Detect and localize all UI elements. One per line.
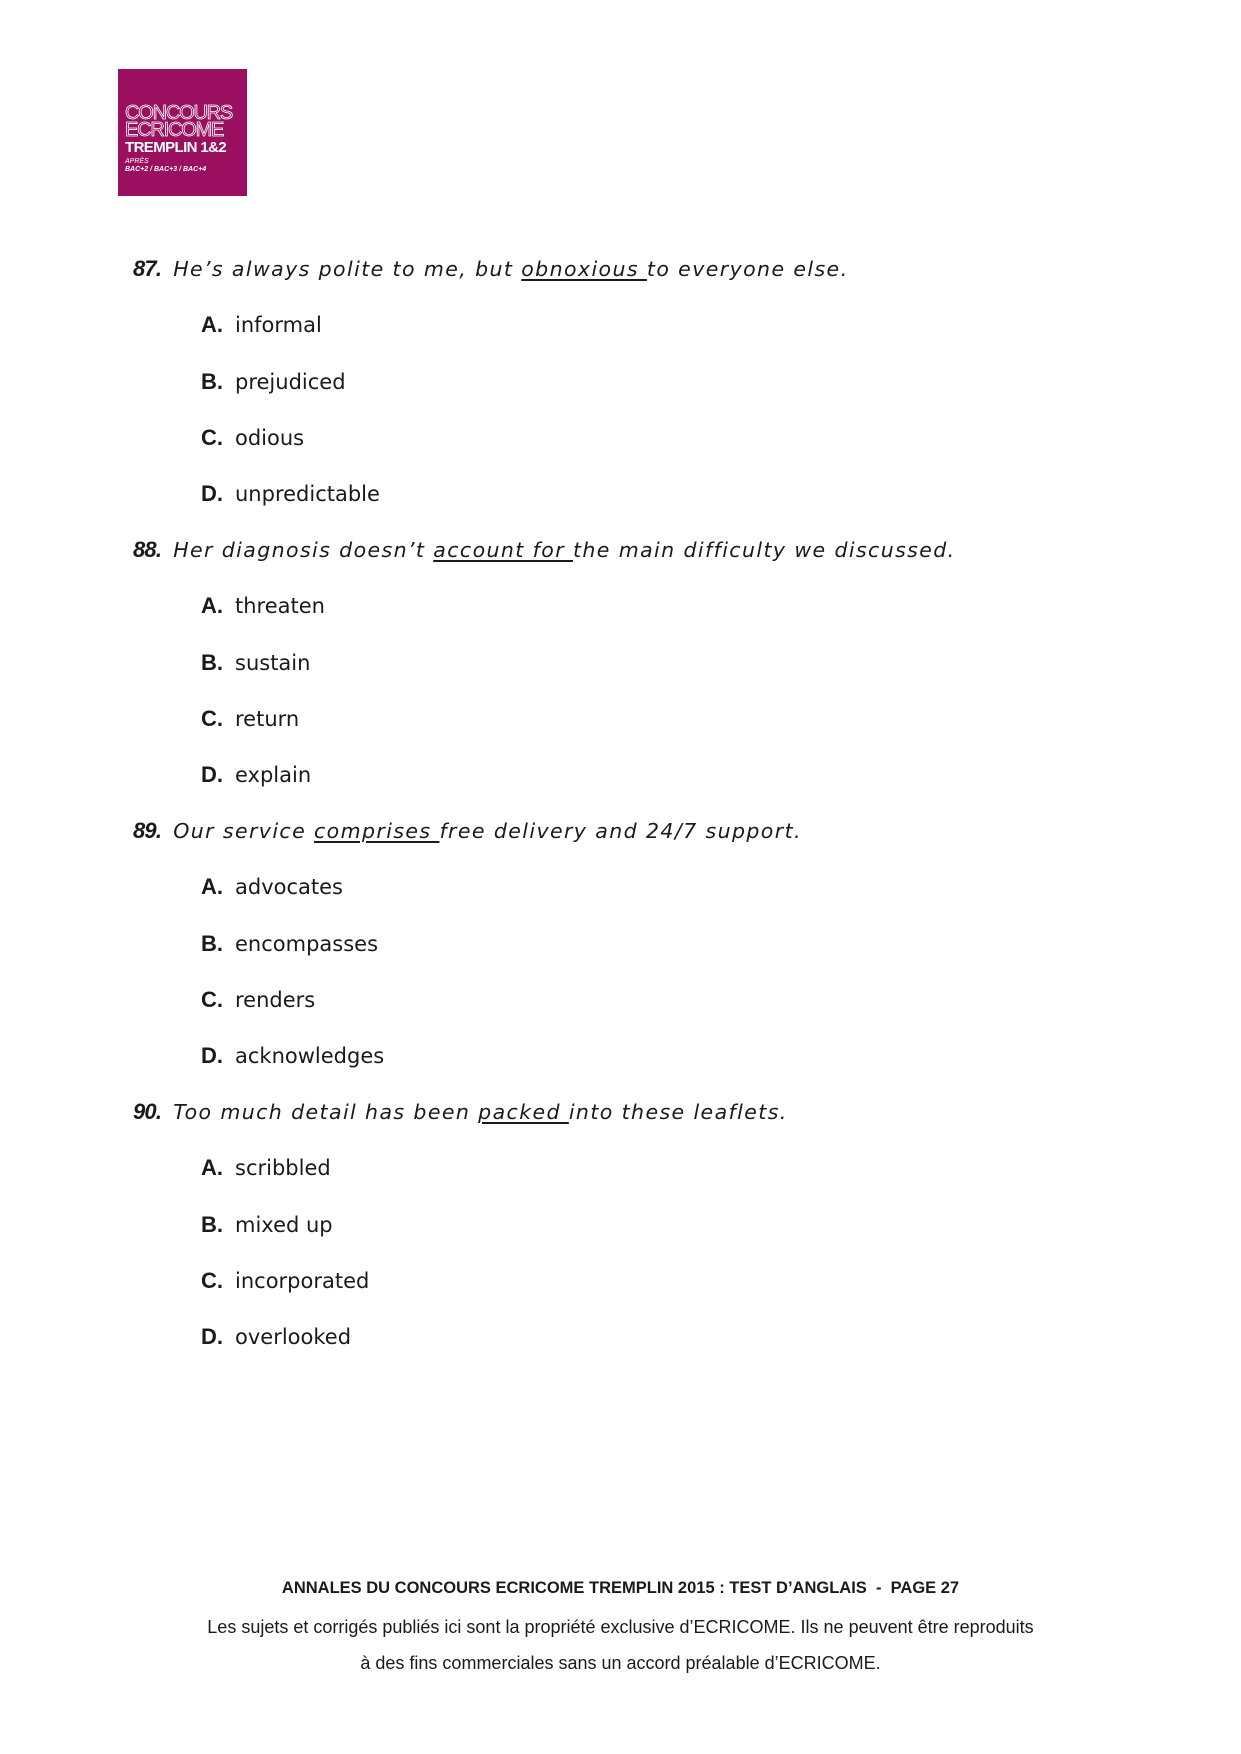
question-number: 87.: [133, 256, 162, 281]
option-text: incorporated: [235, 1269, 370, 1293]
logo-line-ecricome: ECRICOME: [125, 119, 224, 141]
option-text: scribbled: [235, 1156, 331, 1180]
question-underlined-term: packed: [478, 1100, 569, 1124]
question-88: [133, 537, 956, 563]
option-letter: B.: [201, 1212, 223, 1237]
question-number: 89.: [133, 818, 162, 843]
logo-line-apres: APRÈS: [125, 158, 149, 165]
question-underlined-term: account for: [433, 538, 573, 562]
question-text-after: the main difficulty we discussed.: [572, 538, 956, 562]
option-90-b: [201, 1212, 333, 1238]
option-letter: D.: [201, 481, 223, 506]
option-text: mixed up: [235, 1213, 333, 1237]
option-letter: B.: [201, 931, 223, 956]
option-letter: C.: [201, 1268, 223, 1293]
question-87: [133, 256, 848, 282]
option-87-c: [201, 425, 304, 451]
option-letter: C.: [201, 987, 223, 1012]
option-text: prejudiced: [235, 370, 346, 394]
option-text: informal: [235, 313, 322, 337]
question-text-before: Too much detail has been: [173, 1100, 479, 1124]
option-text: unpredictable: [235, 482, 380, 506]
option-87-a: [201, 312, 322, 338]
option-letter: C.: [201, 425, 223, 450]
question-90: [133, 1099, 788, 1125]
question-text: [173, 538, 955, 562]
page-footer-title: ANNALES DU CONCOURS ECRICOME TREMPLIN 2015 : TEST D’ANGLAIS - PAGE 27: [281, 1579, 960, 1597]
option-87-d: [201, 481, 380, 507]
option-90-d: [201, 1324, 351, 1350]
question-text-after: free delivery and 24/7 support.: [439, 819, 802, 843]
option-text: acknowledges: [235, 1044, 385, 1068]
option-89-c: [201, 987, 315, 1013]
question-underlined-term: obnoxious: [521, 257, 647, 281]
option-90-a: [201, 1155, 331, 1181]
logo-line-bac: BAC+2 / BAC+3 / BAC+4: [125, 166, 207, 173]
option-89-a: [201, 874, 343, 900]
question-text-before: Our service: [173, 819, 315, 843]
option-text: sustain: [235, 651, 311, 675]
option-letter: D.: [201, 762, 223, 787]
option-text: renders: [235, 988, 316, 1012]
option-letter: A.: [201, 874, 223, 899]
option-letter: D.: [201, 1324, 223, 1349]
question-number: 88.: [133, 537, 162, 562]
option-text: overlooked: [235, 1325, 352, 1349]
option-88-c: [201, 706, 299, 732]
question-underlined-term: comprises: [314, 819, 440, 843]
question-text: [173, 1100, 788, 1124]
question-text: [173, 257, 848, 281]
option-87-b: [201, 369, 346, 395]
option-90-c: [201, 1268, 369, 1294]
option-letter: D.: [201, 1043, 223, 1068]
logo-line-tremplin: TREMPLIN 1&2: [125, 139, 227, 156]
option-88-d: [201, 762, 311, 788]
option-text: explain: [235, 763, 312, 787]
option-88-b: [201, 650, 310, 676]
option-letter: A.: [201, 593, 223, 618]
option-text: return: [235, 707, 300, 731]
question-text-before: Her diagnosis doesn’t: [173, 538, 434, 562]
option-letter: A.: [201, 1155, 223, 1180]
option-letter: B.: [201, 369, 223, 394]
option-text: encompasses: [235, 932, 379, 956]
option-letter: B.: [201, 650, 223, 675]
copyright-notice-line-2: à des fins commerciales sans un accord préalable d’ECRICOME.: [360, 1653, 881, 1673]
ecricome-logo: [118, 69, 247, 196]
option-text: threaten: [235, 594, 325, 618]
option-letter: A.: [201, 312, 223, 337]
question-89: [133, 818, 802, 844]
option-text: odious: [235, 426, 305, 450]
copyright-notice-line-1: Les sujets et corrigés publiés ici sont la propriété exclusive d’ECRICOME. Ils ne peuvent être reproduits: [207, 1617, 1034, 1637]
question-text: [173, 819, 802, 843]
option-letter: C.: [201, 706, 223, 731]
option-89-d: [201, 1043, 384, 1069]
question-text-after: into these leaflets.: [568, 1100, 788, 1124]
option-88-a: [201, 593, 325, 619]
question-text-after: to everyone else.: [646, 257, 849, 281]
option-text: advocates: [235, 875, 343, 899]
option-89-b: [201, 931, 378, 957]
question-text-before: He’s always polite to me, but: [173, 257, 522, 281]
question-number: 90.: [133, 1099, 162, 1124]
logo-line-concours: CONCOURS: [125, 102, 233, 124]
